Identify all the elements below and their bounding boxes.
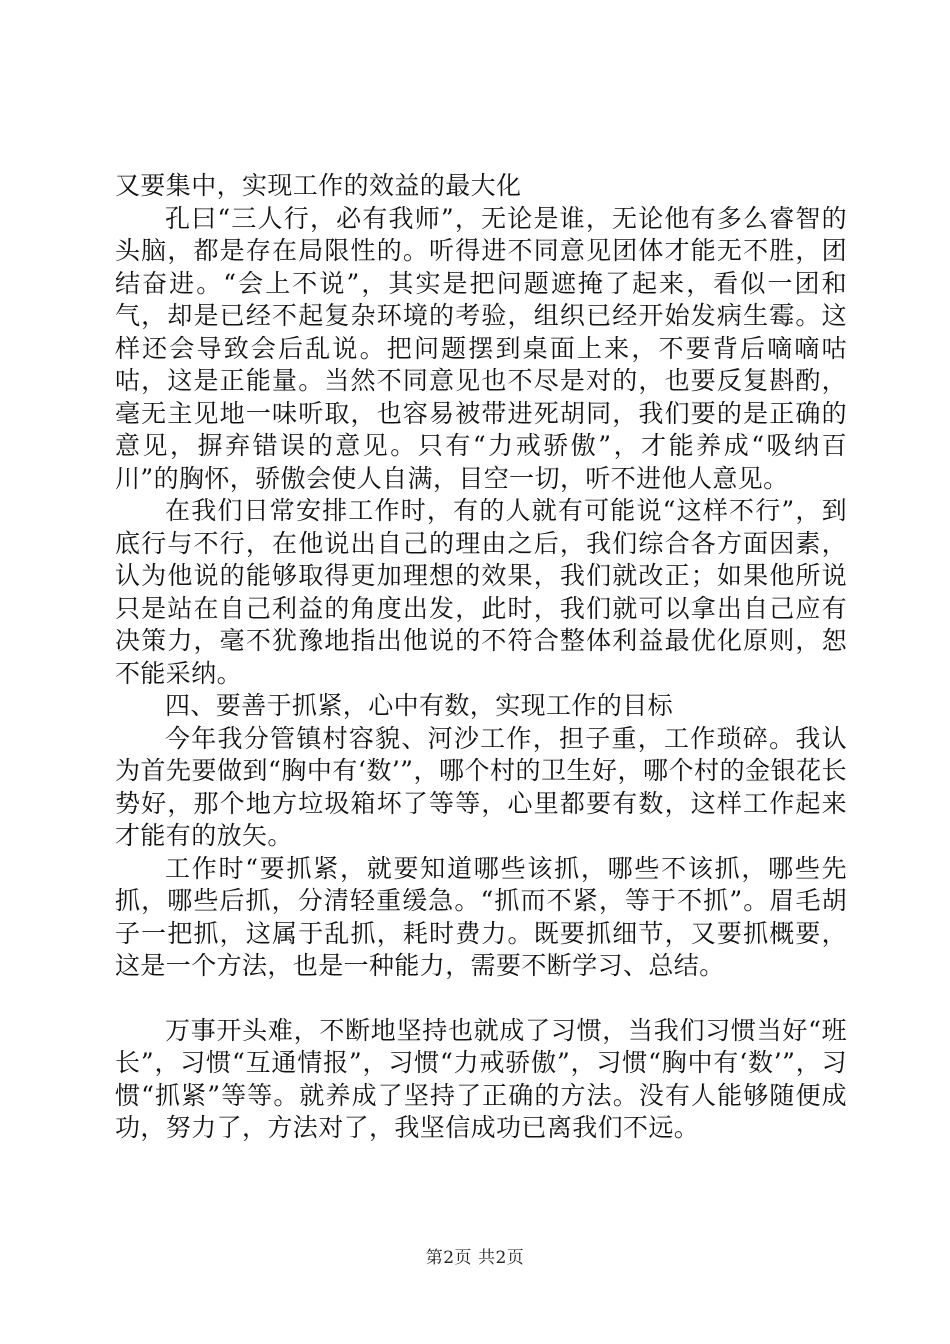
page-footer: 第2页 共2页 (425, 1248, 525, 1268)
paragraph-daily-work: 在我们日常安排工作时，有的人就有可能说“这样不行”，到底行与不行，在他说出自己的理由之后，我们综合各方面因素，认为他说的能够取得更加理想的效果，我们就改正；如果他所说只是站在自己利益的角度出发，此时，我们就可以拿出自己应有决策力，毫不犹豫地指出他说的不符合整体利益最优化原则，恕不能采纳。 (115, 496, 847, 688)
paragraph-conclusion: 万事开头难，不断地坚持也就成了习惯，当我们习惯当好“班长”，习惯“互通情报”，习惯“力戒骄傲”，习惯“胸中有‘数’”，习惯“抓紧”等等。就养成了坚持了正确的方法。没有人能够随便成功，努力了，方法对了，我坚信成功已离我们不远。 (115, 1015, 847, 1142)
paragraph-continuation: 又要集中，实现工作的效益的最大化 (115, 171, 522, 200)
paragraph-this-year: 今年我分管镇村容貌、河沙工作，担子重，工作琐碎。我认为首先要做到“胸中有‘数’”，哪个村的卫生好，哪个村的金银花长势好，那个地方垃圾箱坏了等等，心里都要有数，这样工作起来才能有的放矢。 (115, 723, 847, 850)
document-body (115, 170, 847, 1145)
paragraph-grasp-work: 工作时“要抓紧，就要知道哪些该抓，哪些不该抓，哪些先抓，哪些后抓，分清轻重缓急。“抓而不紧，等于不抓”。眉毛胡子一把抓，这属于乱抓，耗时费力。既要抓细节，又要抓概要，这是一个方法，也是一种能力，需要不断学习、总结。 (115, 853, 847, 980)
section-heading-four: 四、要善于抓紧，心中有数，实现工作的目标 (165, 691, 674, 720)
paragraph-gap (115, 983, 847, 1015)
paragraph-confucius: 孔曰“三人行，必有我师”，无论是谁，无论他有多么睿智的头脑，都是存在局限性的。听得进不同意见团体才能无不胜，团结奋进。“会上不说”，其实是把问题遮掩了起来，看似一团和气，却是已经不起复杂环境的考验，组织已经开始发病生霉。这样还会导致会后乱说。把问题摆到桌面上来，不要背后嘀嘀咕咕，这是正能量。当然不同意见也不尽是对的，也要反复斟酌，毫无主见地一味听取，也容易被带进死胡同，我们要的是正确的意见，摒弃错误的意见。只有“力戒骄傲”，才能养成“吸纳百川”的胸怀，骄傲会使人自满，目空一切，听不进他人意见。 (115, 203, 847, 493)
